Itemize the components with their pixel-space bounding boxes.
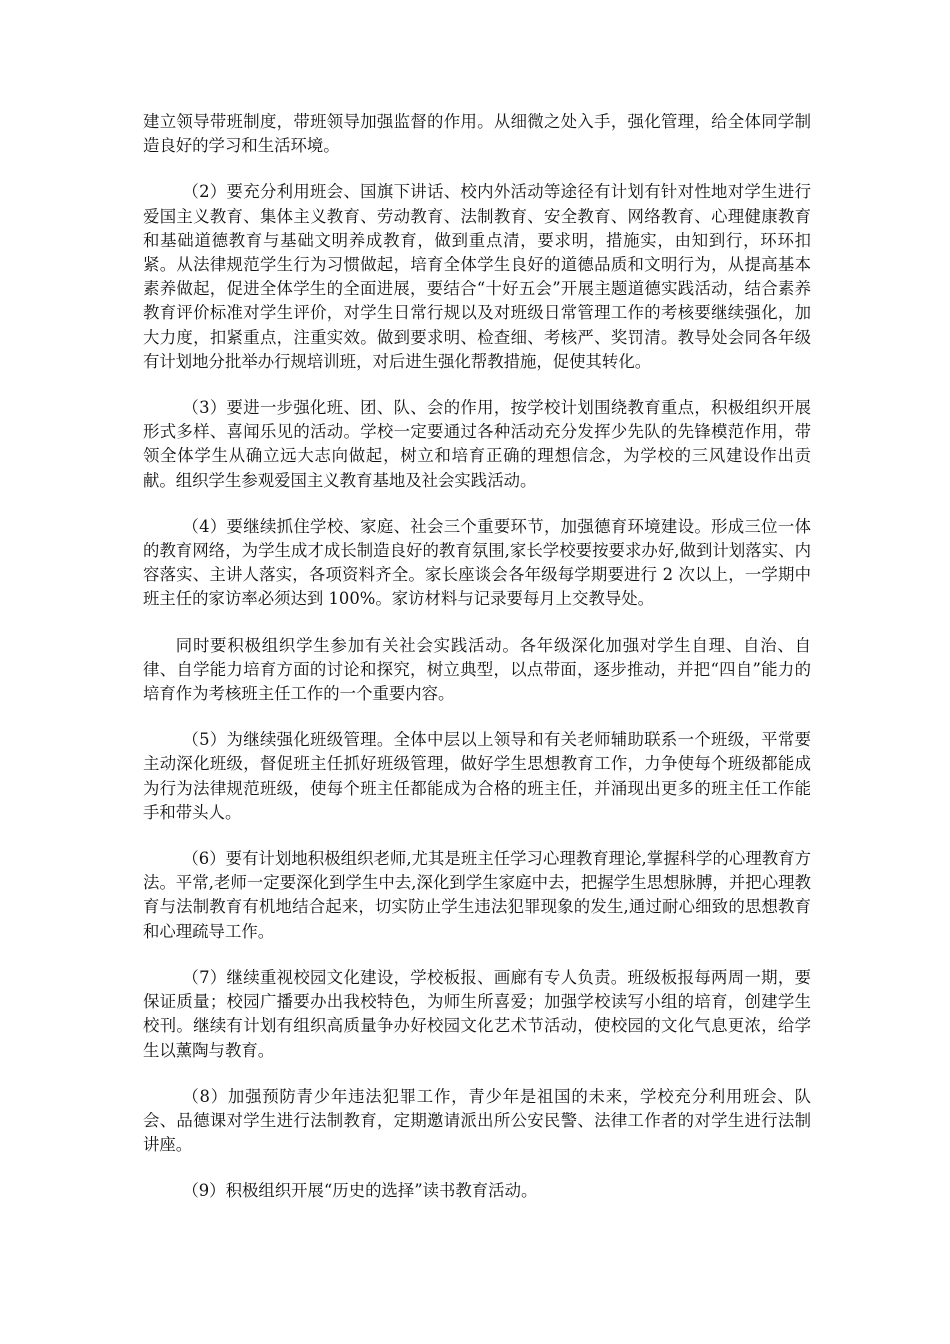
document-body [143,110,811,1226]
paragraph-continuation: 建立领导带班制度，带班领导加强监督的作用。从细微之处入手，强化管理，给全体同学制造良好的学习和生活环境。 [143,112,811,156]
paragraph-item-8: （8）加强预防青少年违法犯罪工作，青少年是祖国的未来，学校充分利用班会、队会、品德课对学生进行法制教育，定期邀请派出所公安民警、法律工作者的对学生进行法制讲座。 [143,1086,811,1155]
paragraph-item-6: （6）要有计划地积极组织老师,尤其是班主任学习心理教育理论,掌握科学的心理教育方法。平常,老师一定要深化到学生中去,深化到学生家庭中去，把握学生思想脉膊，并把心理教育与法制教育有机地结合起来，切实防止学生违法犯罪现象的发生,通过耐心细致的思想教育和心理疏导工作。 [143,849,811,941]
paragraph-item-9: （9）积极组织开展“历史的选择”读书教育活动。 [182,1181,538,1201]
paragraph-social-practice: 同时要积极组织学生参加有关社会实践活动。各年级深化加强对学生自理、自治、自律、自学能力培育方面的讨论和探究，树立典型，以点带面，逐步推动，并把“四自”能力的培育作为考核班主任工作的一个重要内容。 [143,635,811,704]
paragraph-item-4: （4）要继续抓住学校、家庭、社会三个重要环节，加强德育环境建设。形成三位一体的教育网络，为学生成才成长制造良好的教育氛围,家长学校要按要求办好,做到计划落实、内容落实、主讲人落实，各项资料齐全。家长座谈会各年级每学期要进行 2 次以上，一学期中班主任的家访率必须达到 100%。家访材料与记录要每月上交教导处。 [143,516,811,609]
paragraph-item-2: （2）要充分利用班会、国旗下讲话、校内外活动等途径有计划有针对性地对学生进行爱国主义教育、集体主义教育、劳动教育、法制教育、安全教育、网络教育、心理健康教育和基础道德教育与基础文明养成教育，做到重点清，要求明，措施实，由知到行，环环扣紧。从法律规范学生行为习惯做起，培育全体学生良好的道德品质和文明行为，从提高基本素养做起，促进全体学生的全面进展，要结合“十好五会”开展主题道德实践活动，结合素养教育评价标准对学生评价，对学生日常行规以及对班级日常管理工作的考核要继续强化，加大力度，扣紧重点，注重实效。做到要求明、检查细、考核严、奖罚清。教导处会同各年级有计划地分批举办行规培训班，对后进生强化帮教措施，促使其转化。 [143,182,811,371]
paragraph-item-3: （3）要进一步强化班、团、队、会的作用，按学校计划围绕教育重点，积极组织开展形式多样、喜闻乐见的活动。学校一定要通过各种活动充分发挥少先队的先锋模范作用，带领全体学生从确立远大志向做起，树立和培育正确的理想信念，为学校的三风建设作出贡献。组织学生参观爱国主义教育基地及社会实践活动。 [143,398,811,490]
paragraph-item-5: （5）为继续强化班级管理。全体中层以上领导和有关老师辅助联系一个班级，平常要主动深化班级，督促班主任抓好班级管理，做好学生思想教育工作，力争使每个班级都能成为行为法律规范班级，使每个班主任都能成为合格的班主任，并涌现出更多的班主任工作能手和带头人。 [143,730,811,822]
paragraph-item-7: （7）继续重视校园文化建设，学校板报、画廊有专人负责。班级板报每两周一期，要保证质量；校园广播要办出我校特色，为师生所喜爱；加强学校读写小组的培育，创建学生校刊。继续有计划有组织高质量争办好校园文化艺术节活动，使校园的文化气息更浓，给学生以薰陶与教育。 [143,967,811,1060]
